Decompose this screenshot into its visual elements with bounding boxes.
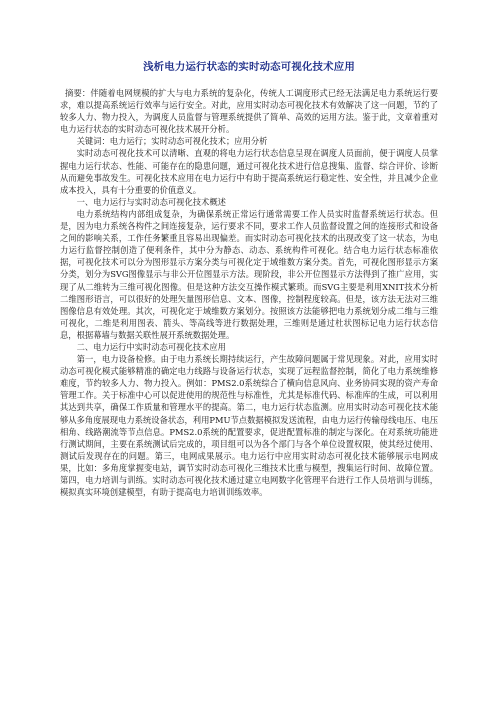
abstract-paragraph: 摘要：伴随着电网规模的扩大与电力系统的复杂化，传统人工调度形式已经无法满足电力系统运行要求，难以提高系统运行效率与运行安全。对此，应用实时动态可视化技术有效解决了这一问题，节约了较多人力、物力投入，为调度人员监督与管理系统提供了简单、高效的运用方法。鉴于此，文章着重对电力运行状态的实时动态可视化技术展开分析。 bbox=[60, 88, 438, 135]
body-paragraph-intro: 实时动态可视化技术可以清晰、直观的将电力运行状态信息呈现在调度人员面前，便于调度人员掌握电力运行状态、性能、可能存在的隐患问题，通过可视化技术进行信息搜集、监督、综合评价、诊断从而避免事故发生。可视化技术应用在电力运行中有助于提高系统运行稳定性、安全性，并且减少企业成本投入，具有十分重要的价值意义。 bbox=[60, 148, 438, 195]
body-paragraph-application: 第一，电力设备检修。由于电力系统长期持续运行，产生故障问题属于常见现象。对此，应用实时动态可视化模式能够精准的确定电力线路与设备运行状态，实现了远程监督控制，简化了电力系统维修难度，节约较多人力、物力投入。例如：PMS2.0系统综合了横向信息风向、业务协同实现的资产寿命管理工作。关于标准中心可以促进使用的规范性与标准性，尤其是标准代码、标准库的生成，可以利用其达到共享，确保工作质量和管理水平的提高。第二，电力运行状态监测。应用实时动态可视化技术能够从多角度展现电力系统设备状态，利用PMU节点数据模拟发送流程，由电力运行传输母线电压、电压相角、线路潮流等节点信息。PMS2.0系统的配置要求，促进配置标准的制定与深化。在对系统功能进行测试期间，主要在系统测试后完成的，项目组可以为各个部门与各个单位设置权限，使其经过使用、测试后发现存在的问题。第三，电网成果展示。电力运行中应用实时动态可视化技术能够展示电网成果，比如：多角度掌握变电站，调节实时动态可视化三维技术比重与模型，搜集运行时间、故障位置。第四，电力培训与训练。实时动态可视化技术通过建立电网数字化管理平台进行工作人员培训与训练，模拟真实环境创建模型，有助于提高电力培训训练效率。 bbox=[60, 354, 438, 498]
keywords-paragraph: 关键词：电力运行；实时动态可视化技术；应用分析 bbox=[76, 136, 268, 147]
section-heading-2: 二、电力运行中实时动态可视化技术应用 bbox=[76, 341, 226, 352]
document-title: 浅析电力运行状态的实时动态可视化技术应用 bbox=[143, 61, 355, 73]
body-paragraph-overview: 电力系统结构内部组成复杂，为确保系统正常运行通常需要工作人员实时监督系统运行状态。但是，因为电力系统各构件之间连接复杂，运行要求不同，要求工作人员监督设置之间的连接形式和设备之间的影响关系，工作任务繁重且容易出现偏差。而实时动态可视化技术的出现改变了这一状态，为电力运行监督控制创造了便利条件，其中分为静态、动态、系统构件可视化。结合电力运行状态标准依据，可视化技术可以分为图形显示方案分类与可视化定于域维数方案分类。首先，可视化图形显示方案分类，划分为SVG图像显示与非公开位图显示方法。现阶段，非公开位图显示方法得到了推广应用，实现了从二维转为三维可视化图像。但是这种方法交互操作模式繁琐。而SVG主要是利用XNIT技术分析二维图形语言，可以很好的处理矢量图形信息、文本、图像，控制程度较高。但是，该方法无法对三维图像信息有效处理。其次，可视化定于域维数方案划分。按照该方法能够把电力系统划分成二维与三维可视化，二维是利用图表、箭头、等高线等进行数据处理，三维则是通过杜状图标记电力运行状态信息，根据幕墙与数据关联性展开系统数据处理。 bbox=[60, 208, 438, 340]
section-heading-1: 一、电力运行与实时动态可视化技术概述 bbox=[76, 196, 226, 207]
